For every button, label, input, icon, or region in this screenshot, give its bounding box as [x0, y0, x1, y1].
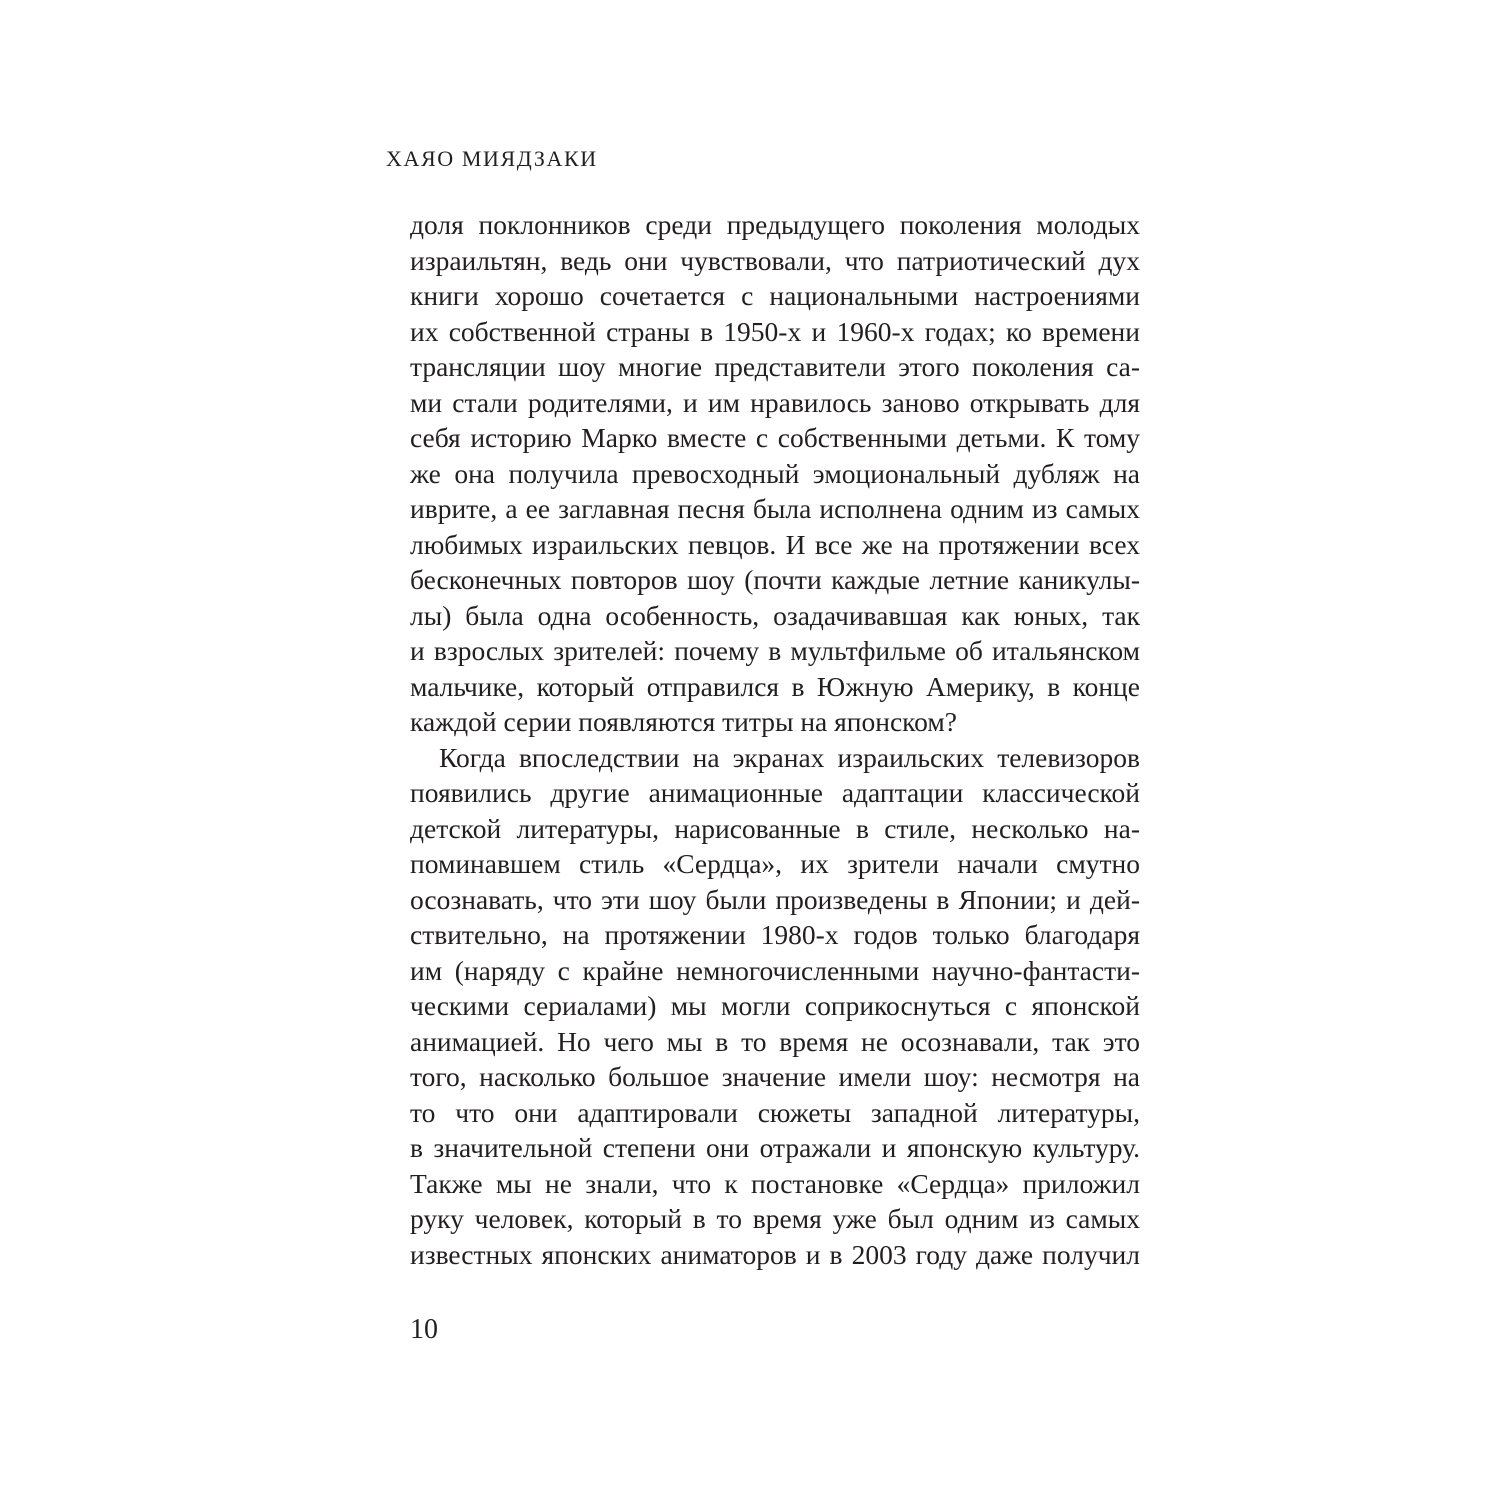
text-line: появились другие анимационные адаптации классической [410, 777, 1140, 808]
paragraph-first-line: Когда впоследствии на экранах израильских телевизоров [439, 741, 1140, 773]
text-line: ческими сериалами) мы могли соприкоснуться с японской [410, 990, 1140, 1021]
text-line: того, насколько большое значение имели шоу: несмотря на [410, 1061, 1140, 1092]
body-text [410, 207, 1140, 1272]
text-line: известных японских аниматоров и в 2003 году даже получил [410, 1238, 1140, 1270]
text-line: поминавшем стиль «Сердца», их зрители начали смутно [410, 848, 1140, 879]
text-line: мальчике, который отправился в Южную Америку, в конце [410, 670, 1140, 702]
text-line: в значительной степени они отражали и японскую культуру. [410, 1132, 1140, 1163]
text-line: руку человек, который в то время уже был одним из самых [410, 1203, 1140, 1234]
text-line: любимых израильских певцов. И все же на протяжении всех [410, 528, 1140, 560]
text-line: анимацией. Но чего мы в то время не осознавали, так это [410, 1025, 1140, 1057]
text-line: детской литературы, нарисованные в стиле, несколько на- [410, 812, 1140, 844]
text-line: лы) была одна особенность, озадачивавшая как юных, так [410, 599, 1140, 631]
text-line: же она получила превосходный эмоциональный дубляж на [410, 457, 1140, 489]
text-line: доля поклонников среди предыдущего поколения молодых [410, 209, 1140, 240]
text-line: трансляции шоу многие представители этого поколения са- [410, 351, 1140, 382]
text-line: израильтян, ведь они чувствовали, что патриотический дух [410, 244, 1140, 276]
text-line: себя историю Марко вместе с собственными детьми. К тому [410, 422, 1140, 453]
text-line: книги хорошо сочетается с национальными настроениями [410, 280, 1140, 311]
text-line: им (наряду с крайне немногочисленными научно-фантасти- [410, 954, 1140, 986]
text-line: их собственной страны в 1950-х и 1960-х годах; ко времени [410, 315, 1140, 347]
text-line: каждой серии появляются титры на японском? [410, 706, 957, 737]
text-line: иврите, а ее заглавная песня была исполнена одним из самых [410, 493, 1140, 524]
text-line: ми стали родителями, и им нравилось заново открывать для [410, 386, 1140, 418]
text-line: Также мы не знали, что к постановке «Сердца» приложил [410, 1167, 1140, 1199]
text-line: то что они адаптировали сюжеты западной литературы, [410, 1096, 1140, 1128]
text-line: и взрослых зрителей: почему в мультфильме об итальянском [410, 635, 1140, 666]
page-number: 10 [410, 1314, 438, 1345]
text-line: бесконечных повторов шоу (почти каждые летние каникулы- [410, 564, 1140, 595]
text-line: ствительно, на протяжении 1980-х годов только благодаря [410, 919, 1140, 950]
text-line: осознавать, что эти шоу были произведены в Японии; и дей- [410, 883, 1140, 915]
running-head: ХАЯО МИЯДЗАКИ [386, 146, 598, 171]
